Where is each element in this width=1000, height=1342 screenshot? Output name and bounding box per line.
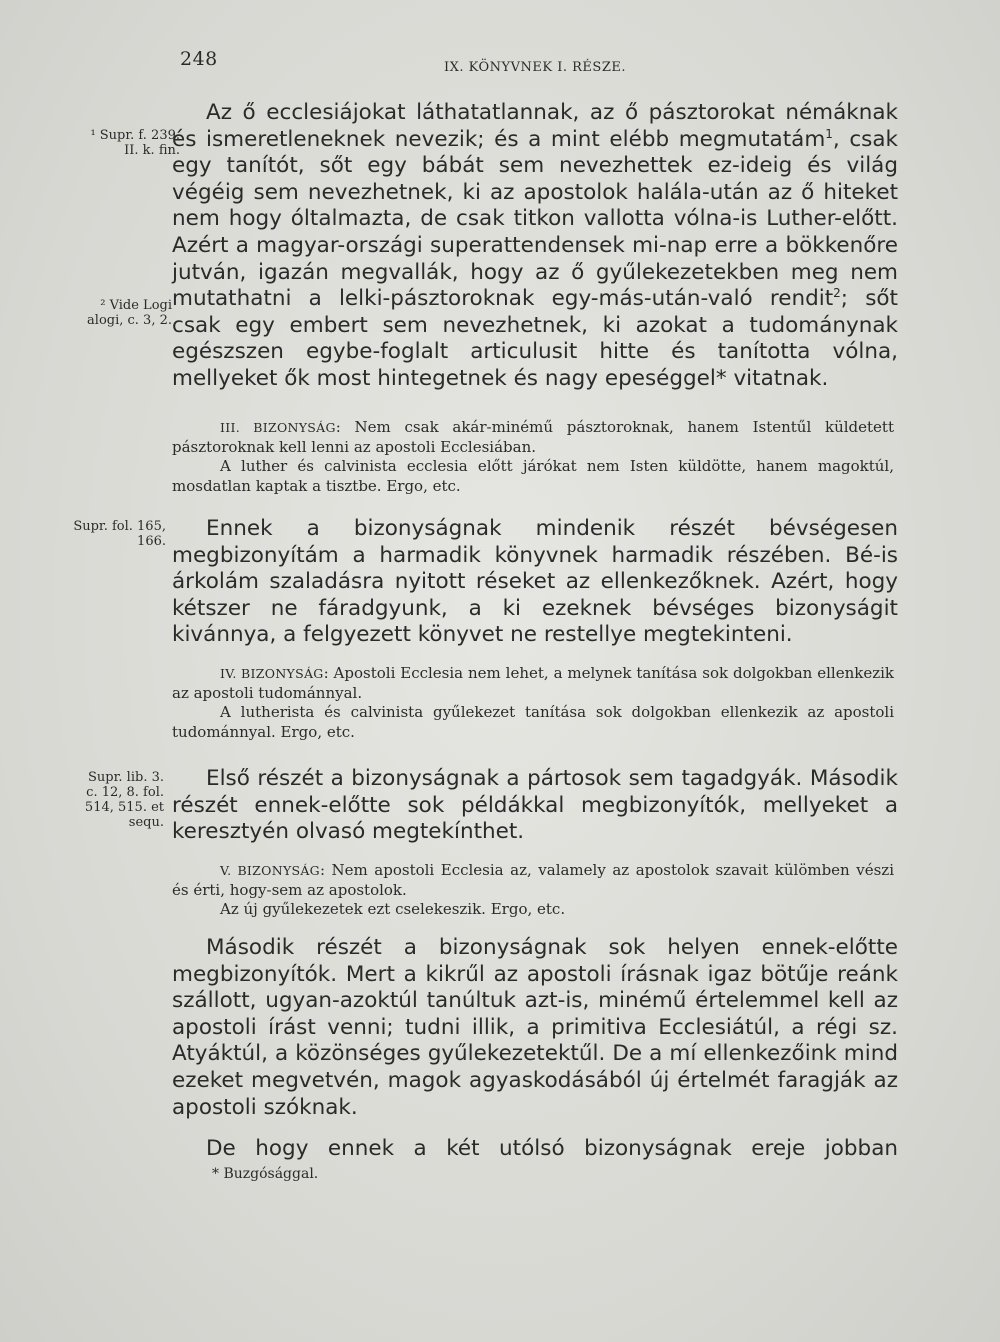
proof-3-label: III. BIZONYSÁG xyxy=(220,420,336,435)
footnote: * Buzgósággal. xyxy=(212,1166,319,1182)
proof-5-label: V. BIZONYSÁG xyxy=(220,863,320,878)
proof-5-block: V. BIZONYSÁG: Nem apostoli Ecclesia az, valamely az apostolok szavait külömben vészi és érti, hogy-sem az apostolok. Az új gyűlekezetek ezt cselekeszik. Ergo, etc. xyxy=(172,861,894,918)
body-paragraph-2: Ennek a bizonyságnak mindenik részét bévségesen megbizonyítám a harmadik könyvnek harmadik részében. Bé-is árkolám szaladásra nyitott réseket az ellenkezőknek. Azért, hogy kétszer ne fáradgyunk, a ki ezeknek bévséges bizonyságit kivánnya, a felgyezett könyvet ne restellye megtekinteni. xyxy=(172,516,898,648)
margin-note-1: ¹ Supr. f. 239. II. k. fin. xyxy=(90,128,180,158)
proof-5-minor: Az új gyűlekezetek ezt cselekeszik. Ergo, etc. xyxy=(220,900,566,918)
proof-4-block: IV. BIZONYSÁG: Apostoli Ecclesia nem lehet, a melynek tanítása sok dolgokban ellenkezik az apostoli tudománnyal. A lutherista és calvinista gyűlekezet tanítása sok dolgokban ellenkezik az apostoli tudománnyal. Ergo, etc. xyxy=(172,664,895,741)
proof-4-minor: A lutherista és calvinista gyűlekezet tanítása sok dolgokban ellenkezik az apostoli tudománnyal. Ergo, etc. xyxy=(172,703,894,741)
proof-4-label: IV. BIZONYSÁG xyxy=(220,666,324,681)
page-number: 248 xyxy=(180,48,218,70)
margin-note-3: Supr. fol. 165, 166. xyxy=(73,519,166,549)
proof-3-minor: A luther és calvinista ecclesia előtt járókat nem Isten küldötte, hanem magoktúl, mosdatlan kaptak a tisztbe. Ergo, etc. xyxy=(172,457,894,495)
running-head: IX. KÖNYVNEK I. RÉSZE. xyxy=(444,60,626,75)
proof-3-block: III. BIZONYSÁG: Nem csak akár-minémű pásztoroknak, hanem Istentűl küldetett pásztoroknak kell lenni az apostoli Ecclesiában. A luther és calvinista ecclesia előtt járókat nem Isten küldötte, hanem magoktúl, mosdatlan kaptak a tisztbe. Ergo, etc. xyxy=(172,418,894,495)
body-paragraph-4: Második részét a bizonyságnak sok helyen ennek-előtte megbizonyítók. Mert a kikrűl az apostoli írásnak igaz bötűje reánk szállott, ugyan-azoktúl tanúltuk azt-is, minémű értelemmel kell az apostoli írást venni; tudni illik, a primitiva Ecclesiátúl, a régi sz. Atyáktúl, a közönséges gyűlekezetektűl. De a mí ellenkezőink mind ezeket megvetvén, magok agyaskodásából új értelmét faragják az apostoli szóknak. xyxy=(172,935,898,1120)
body-paragraph-3: Első részét a bizonyságnak a pártosok sem tagadgyák. Második részét ennek-előtte sok példákkal megbizonyítók, mellyeket a keresztyén olvasó megtekínthet. xyxy=(172,766,898,845)
body-paragraph-1: Az ő ecclesiájokat láthatatlannak, az ő pásztorokat némáknak és ismeretleneknek nevezik; és a mint elébb megmutatám$^1$, csak egy tanítót, sőt egy bábát sem nevezhettek ez-ideig és világ végéig sem nevezhetnek, ki az apostolok halála-után az ő hiteket nem hogy óltalmazta, de csak titkon vallotta vólna-is Luther-előtt. Azért a magyar-országi superattendensek mi-nap erre a bökkenőre jutván, igazán megvallák, hogy az ő gyűlekezetekben meg nem mutathatni a lelki-pásztoroknak egy-más-után-való rendit$^2$; sőt csak egy embert sem nevezhetnek, ki azokat a tudománynak egészszen egybe-foglalt articulusit hitte és tanította vólna, mellyeket ők most hintegetnek és nagy epeséggel* vitatnak. xyxy=(172,100,898,391)
body-paragraph-5: De hogy ennek a két utólsó bizonyságnak ereje jobban xyxy=(206,1136,898,1161)
margin-note-2: ² Vide Logi alogi, c. 3, 2. xyxy=(87,298,172,328)
margin-note-4: Supr. lib. 3. c. 12, 8. fol. 514, 515. et sequ. xyxy=(84,770,164,830)
